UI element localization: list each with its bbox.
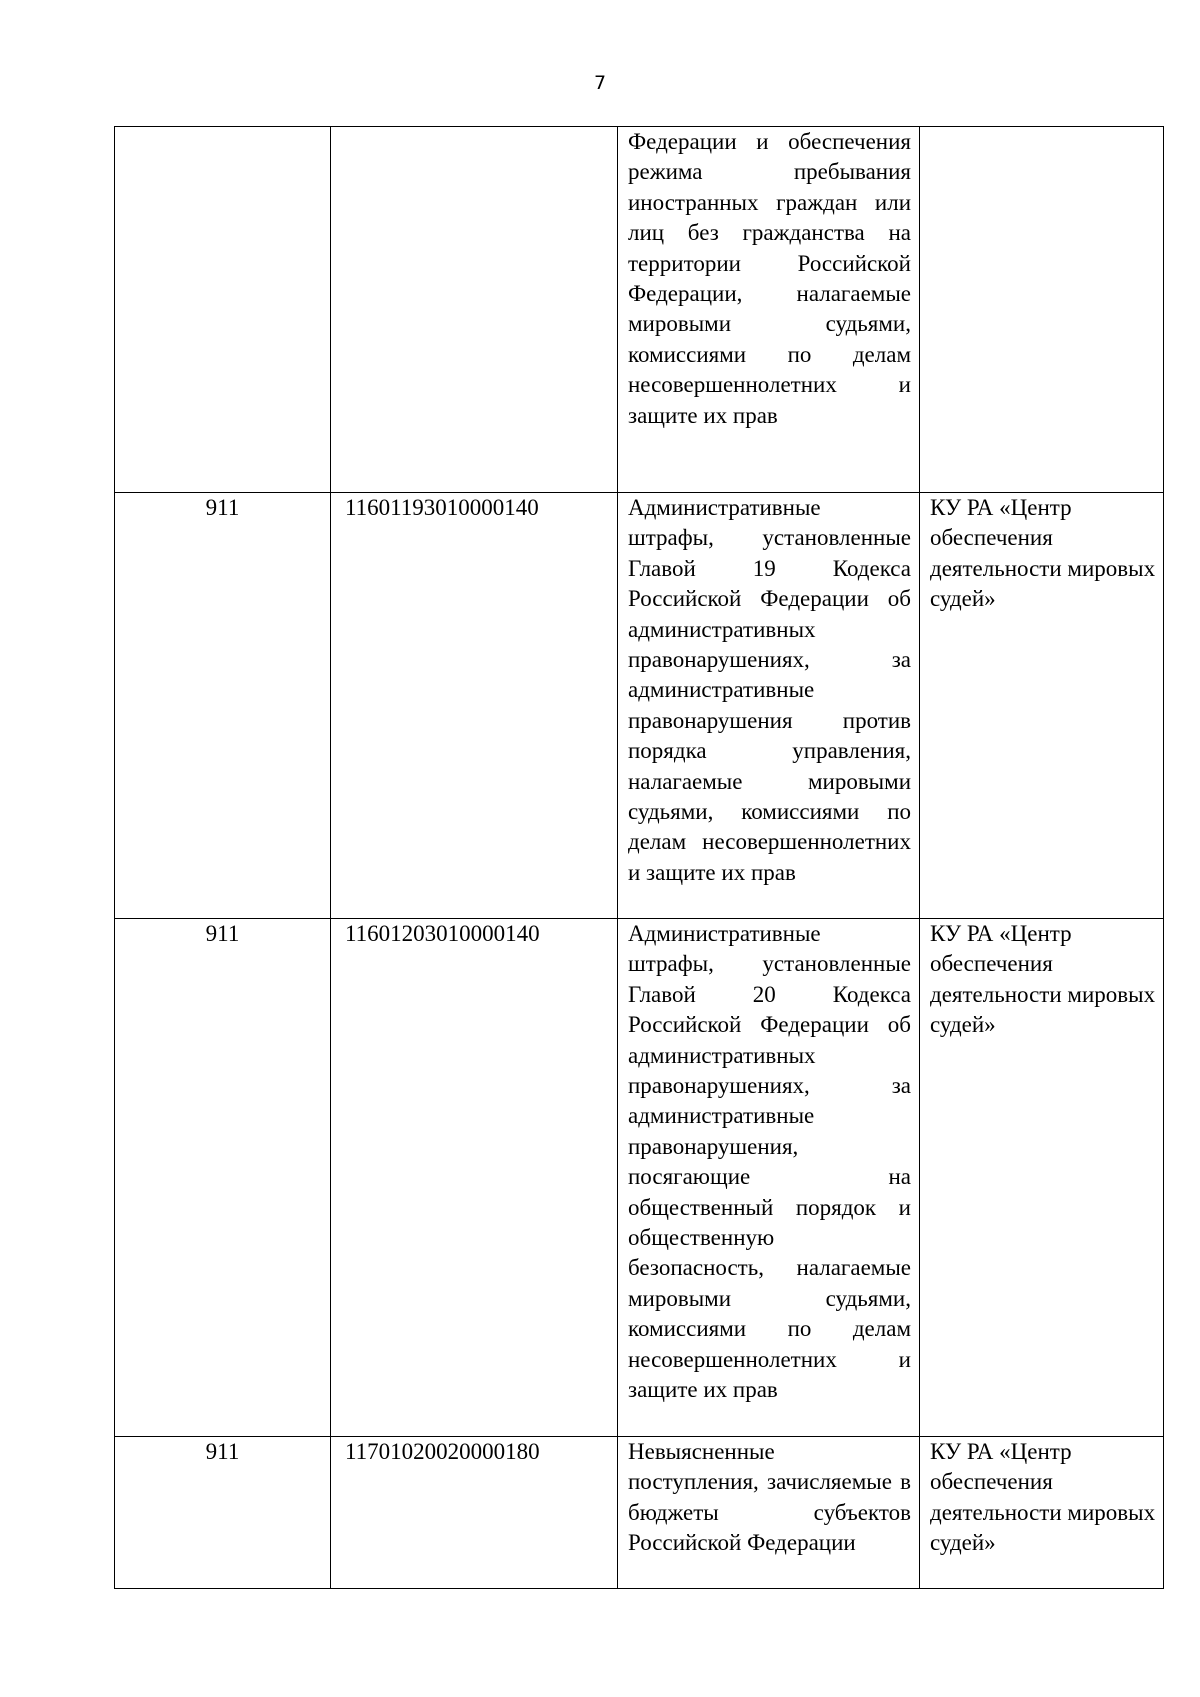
admin-code-cell: 911	[115, 919, 331, 1437]
table-row	[115, 493, 1164, 919]
revenue-name-cell: Невыясненные поступления, зачисляемые в бюджеты субъектов Российской Федерации	[618, 1437, 920, 1589]
administrator-cell	[920, 127, 1164, 493]
administrator-cell: КУ РА «Центр обеспечения деятельности мировых судей»	[920, 493, 1164, 919]
budget-revenue-table	[114, 126, 1164, 1589]
table-row	[115, 919, 1164, 1437]
admin-code-cell: 911	[115, 1437, 331, 1589]
administrator-cell: КУ РА «Центр обеспечения деятельности мировых судей»	[920, 919, 1164, 1437]
administrator-cell: КУ РА «Центр обеспечения деятельности мировых судей»	[920, 1437, 1164, 1589]
kbk-code-cell: 11601203010000140	[331, 919, 618, 1437]
revenue-name-cell: Административные штрафы, установленные Главой 19 Кодекса Российской Федерации об административных правонарушениях, за административные правонарушения против порядка управления, налагаемые мировыми судьями, комиссиями по делам несовершеннолетних и защите их прав	[618, 493, 920, 919]
admin-code-cell	[115, 127, 331, 493]
kbk-code-cell: 11601193010000140	[331, 493, 618, 919]
table-row	[115, 1437, 1164, 1589]
table-row	[115, 127, 1164, 493]
page-number: 7	[593, 72, 607, 94]
kbk-code-cell: 11701020020000180	[331, 1437, 618, 1589]
kbk-code-cell	[331, 127, 618, 493]
admin-code-cell: 911	[115, 493, 331, 919]
revenue-name-cell: Административные штрафы, установленные Главой 20 Кодекса Российской Федерации об административных правонарушениях, за административные правонарушения, посягающие на общественный порядок и общественную безопасность, налагаемые мировыми судьями, комиссиями по делам несовершеннолетних и защите их прав	[618, 919, 920, 1437]
revenue-name-cell: Федерации и обеспечения режима пребывания иностранных граждан или лиц без гражданства на территории Российской Федерации, налагаемые мировыми судьями, комиссиями по делам несовершеннолетних и защите их прав	[618, 127, 920, 493]
